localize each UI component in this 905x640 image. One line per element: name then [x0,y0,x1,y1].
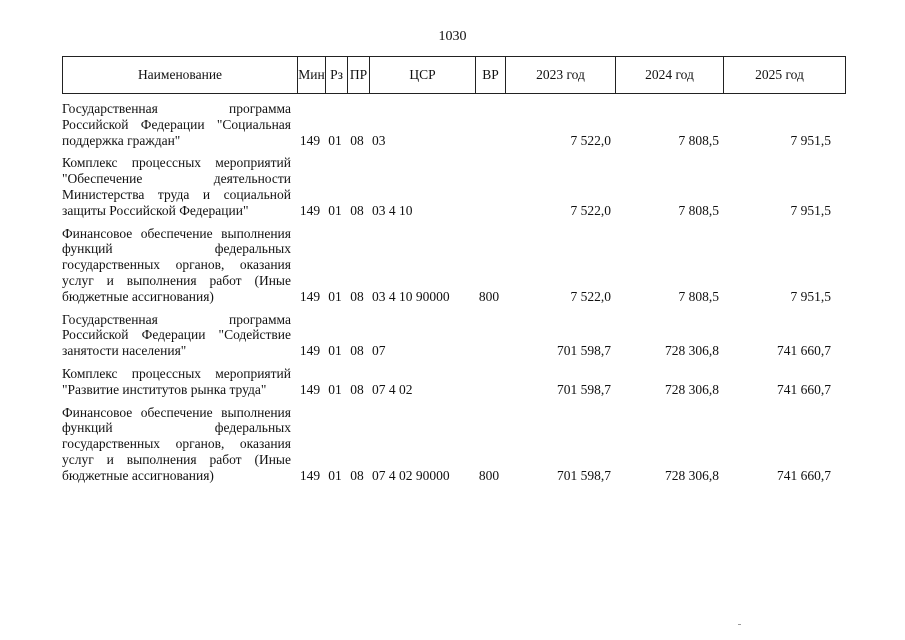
header-2024: 2024 год [615,57,723,93]
row-name: Комплекс процессных мероприятий "Развитие институтов рынка труда" [62,365,291,397]
table-row [62,226,846,305]
row-2023: 7 522,0 [570,202,611,218]
row-csr: 07 4 02 [372,381,413,397]
row-csr: 03 4 10 [372,202,413,218]
row-2023: 7 522,0 [570,132,611,148]
row-name: Финансовое обеспечение выполнения функций федеральных государственных органов, оказания услуг и выполнения работ (Иные бюджетные ассигнования) [62,225,291,304]
header-rz: Рз [325,57,347,93]
row-2025: 7 951,5 [790,288,831,304]
row-2024: 7 808,5 [678,288,719,304]
row-2024: 728 306,8 [665,467,719,483]
row-2024: 7 808,5 [678,202,719,218]
row-name: Финансовое обеспечение выполнения функций федеральных государственных органов, оказания услуг и выполнения работ (Иные бюджетные ассигнования) [62,404,291,483]
row-2023: 7 522,0 [570,288,611,304]
row-rz: 01 [328,132,342,148]
row-min: 149 [299,381,321,397]
row-vr: 800 [478,288,500,304]
row-csr: 07 4 02 90000 [372,467,450,483]
row-min: 149 [299,202,321,218]
row-csr: 03 4 10 90000 [372,288,450,304]
row-rz: 01 [328,343,342,359]
row-2024: 7 808,5 [678,132,719,148]
header-vr: ВР [475,57,505,93]
row-csr: 07 [372,343,386,359]
row-2024: 728 306,8 [665,381,719,397]
row-2023: 701 598,7 [557,343,611,359]
table-row [62,101,846,148]
row-rz: 01 [328,202,342,218]
row-2025: 741 660,7 [777,381,831,397]
row-min: 149 [299,467,321,483]
row-pr: 08 [350,132,364,148]
table-row [62,312,846,359]
row-vr: 800 [478,467,500,483]
row-name: Государственная программа Российской Федерации "Содействие занятости населения" [62,311,291,359]
row-name: Комплекс процессных мероприятий "Обеспечение деятельности Министерства труда и социальной защиты Российской Федерации" [62,155,291,218]
row-pr: 08 [350,381,364,397]
row-min: 149 [299,132,321,148]
row-2023: 701 598,7 [557,381,611,397]
header-2025: 2025 год [723,57,835,93]
row-rz: 01 [328,288,342,304]
scan-speck [738,624,741,625]
row-min: 149 [299,343,321,359]
table-row [62,155,846,218]
row-2025: 7 951,5 [790,202,831,218]
table-row [62,405,846,484]
row-csr: 03 [372,132,386,148]
header-2023: 2023 год [505,57,615,93]
row-name: Государственная программа Российской Федерации "Социальная поддержка граждан" [62,101,291,148]
row-2025: 741 660,7 [777,343,831,359]
header-min: Мин [297,57,325,93]
page-number: 1030 [438,29,467,44]
row-2025: 741 660,7 [777,467,831,483]
row-2024: 728 306,8 [665,343,719,359]
header-pr: ПР [347,57,369,93]
row-pr: 08 [350,467,364,483]
header-name: Наименование [137,67,223,82]
table-header [62,56,846,94]
row-pr: 08 [350,288,364,304]
row-min: 149 [299,288,321,304]
row-rz: 01 [328,467,342,483]
row-pr: 08 [350,202,364,218]
budget-table [62,56,846,484]
row-2025: 7 951,5 [790,132,831,148]
row-rz: 01 [328,381,342,397]
row-2023: 701 598,7 [557,467,611,483]
row-pr: 08 [350,343,364,359]
header-csr: ЦСР [369,57,475,93]
table-row [62,366,846,398]
